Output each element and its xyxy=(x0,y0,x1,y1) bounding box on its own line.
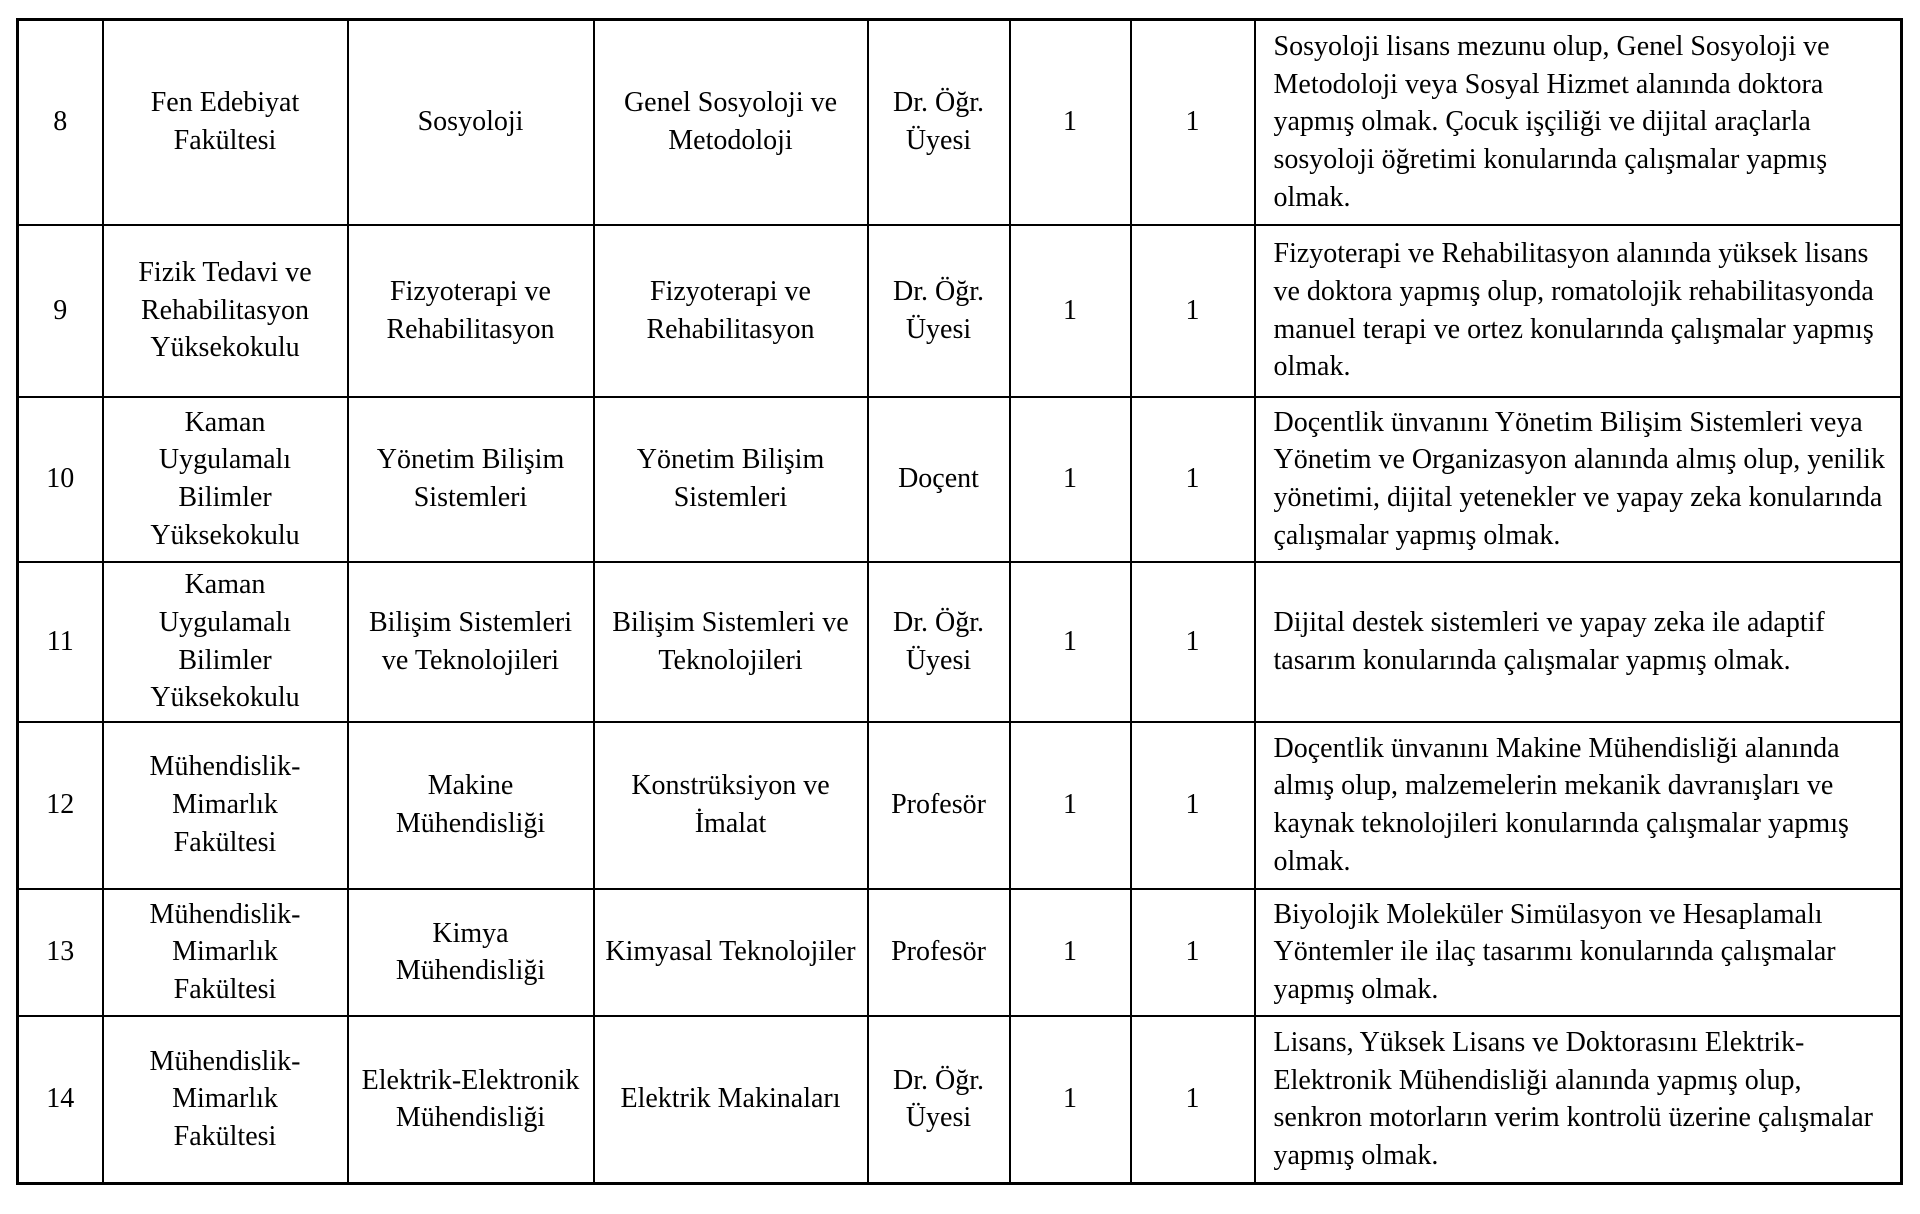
count-cell-2: 1 xyxy=(1131,1016,1255,1183)
table-row xyxy=(18,397,1902,562)
description-cell: Doçentlik ünvanını Yönetim Bilişim Sistemleri veya Yönetim ve Organizasyon alanında almış olup, yenilik yönetimi, dijital yetenekler ve yapay zeka konularında çalışmalar yapmış olmak. xyxy=(1255,397,1902,562)
count-cell-2: 1 xyxy=(1131,225,1255,397)
title-cell: Dr. Öğr. Üyesi xyxy=(868,1016,1010,1183)
table-row xyxy=(18,889,1902,1016)
program-cell: Fizyoterapi ve Rehabilitasyon xyxy=(594,225,868,397)
table-row xyxy=(18,20,1902,225)
count-cell-1: 1 xyxy=(1010,397,1131,562)
row-number-cell: 10 xyxy=(18,397,103,562)
description-cell: Lisans, Yüksek Lisans ve Doktorasını Elektrik-Elektronik Mühendisliği alanında yapmış olup, senkron motorların verim kontrolü üzerine çalışmalar yapmış olmak. xyxy=(1255,1016,1902,1183)
table-body xyxy=(18,20,1902,1184)
department-cell: Kimya Mühendisliği xyxy=(348,889,594,1016)
program-cell: Yönetim Bilişim Sistemleri xyxy=(594,397,868,562)
row-number-cell: 11 xyxy=(18,562,103,722)
department-cell: Bilişim Sistemleri ve Teknolojileri xyxy=(348,562,594,722)
title-cell: Doçent xyxy=(868,397,1010,562)
description-cell: Sosyoloji lisans mezunu olup, Genel Sosyoloji ve Metodoloji veya Sosyal Hizmet alanında doktora yapmış olmak. Çocuk işçiliği ve dijital araçlarla sosyoloji öğretimi konularında çalışmalar yapmış olmak. xyxy=(1255,20,1902,225)
count-cell-2: 1 xyxy=(1131,889,1255,1016)
department-cell: Sosyoloji xyxy=(348,20,594,225)
description-cell: Fizyoterapi ve Rehabilitasyon alanında yüksek lisans ve doktora yapmış olup, romatolojik rehabilitasyonda manuel terapi ve ortez konularında çalışmalar yapmış olmak. xyxy=(1255,225,1902,397)
title-cell: Dr. Öğr. Üyesi xyxy=(868,562,1010,722)
count-cell-2: 1 xyxy=(1131,722,1255,889)
department-cell: Fizyoterapi ve Rehabilitasyon xyxy=(348,225,594,397)
row-number-cell: 13 xyxy=(18,889,103,1016)
program-cell: Bilişim Sistemleri ve Teknolojileri xyxy=(594,562,868,722)
department-cell: Elektrik-Elektronik Mühendisliği xyxy=(348,1016,594,1183)
table-row xyxy=(18,562,1902,722)
title-cell: Profesör xyxy=(868,889,1010,1016)
count-cell-1: 1 xyxy=(1010,20,1131,225)
faculty-cell: Kaman Uygulamalı Bilimler Yüksekokulu xyxy=(103,562,348,722)
description-cell: Biyolojik Moleküler Simülasyon ve Hesaplamalı Yöntemler ile ilaç tasarımı konularında çalışmalar yapmış olmak. xyxy=(1255,889,1902,1016)
program-cell: Elektrik Makinaları xyxy=(594,1016,868,1183)
row-number-cell: 12 xyxy=(18,722,103,889)
count-cell-2: 1 xyxy=(1131,562,1255,722)
title-cell: Dr. Öğr. Üyesi xyxy=(868,225,1010,397)
count-cell-1: 1 xyxy=(1010,722,1131,889)
description-cell: Doçentlik ünvanını Makine Mühendisliği alanında almış olup, malzemelerin mekanik davranışları ve kaynak teknolojileri konularında çalışmalar yapmış olmak. xyxy=(1255,722,1902,889)
faculty-cell: Mühendislik-Mimarlık Fakültesi xyxy=(103,889,348,1016)
table-row xyxy=(18,1016,1902,1183)
description-cell: Dijital destek sistemleri ve yapay zeka ile adaptif tasarım konularında çalışmalar yapmış olmak. xyxy=(1255,562,1902,722)
count-cell-2: 1 xyxy=(1131,397,1255,562)
row-number-cell: 8 xyxy=(18,20,103,225)
row-number-cell: 9 xyxy=(18,225,103,397)
title-cell: Dr. Öğr. Üyesi xyxy=(868,20,1010,225)
table-row xyxy=(18,225,1902,397)
faculty-cell: Fizik Tedavi ve Rehabilitasyon Yüksekokulu xyxy=(103,225,348,397)
row-number-cell: 14 xyxy=(18,1016,103,1183)
department-cell: Makine Mühendisliği xyxy=(348,722,594,889)
program-cell: Genel Sosyoloji ve Metodoloji xyxy=(594,20,868,225)
count-cell-1: 1 xyxy=(1010,1016,1131,1183)
faculty-cell: Mühendislik-Mimarlık Fakültesi xyxy=(103,1016,348,1183)
count-cell-2: 1 xyxy=(1131,20,1255,225)
count-cell-1: 1 xyxy=(1010,889,1131,1016)
faculty-cell: Mühendislik-Mimarlık Fakültesi xyxy=(103,722,348,889)
count-cell-1: 1 xyxy=(1010,562,1131,722)
faculty-cell: Fen Edebiyat Fakültesi xyxy=(103,20,348,225)
department-cell: Yönetim Bilişim Sistemleri xyxy=(348,397,594,562)
faculty-cell: Kaman Uygulamalı Bilimler Yüksekokulu xyxy=(103,397,348,562)
count-cell-1: 1 xyxy=(1010,225,1131,397)
program-cell: Kimyasal Teknolojiler xyxy=(594,889,868,1016)
program-cell: Konstrüksiyon ve İmalat xyxy=(594,722,868,889)
academic-vacancy-table xyxy=(16,18,1903,1185)
table-row xyxy=(18,722,1902,889)
title-cell: Profesör xyxy=(868,722,1010,889)
